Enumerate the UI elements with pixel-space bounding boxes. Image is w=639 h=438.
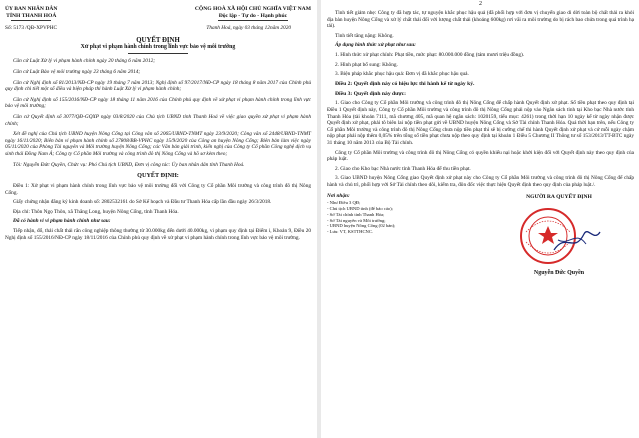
authority-line: Tôi: Nguyễn Đức Quyền, Chức vụ: Phó Chủ tịch UBND, Đơn vị công tác: Ủy ban nhân dân tỉnh Thanh Hoá. <box>13 161 245 168</box>
article-3-item: Công ty Cổ phần Môi trường và công trình đô thị Nông Cống có quyền khiếu nại hoặc khởi kiện đối với Quyết định này theo quy định của pháp luật. <box>327 149 634 163</box>
org-name-line1: ỦY BAN NHÂN DÂN <box>5 6 58 12</box>
subtitle-divider <box>128 53 188 54</box>
decide-heading: QUYẾT ĐỊNH: <box>137 172 179 180</box>
nation-name: CỘNG HOÀ XÃ HỘI CHỦ NGHĨA VIỆT NAM <box>194 6 311 12</box>
article-3-heading: Điều 3: Quyết định này được: <box>335 90 406 97</box>
motto: Độc lập - Tự do - Hạnh phúc <box>218 12 288 19</box>
article-2: Điều 2: Quyết định này có hiệu lực thi hành kể từ ngày ký. <box>335 80 475 87</box>
signer-name: Nguyễn Đức Quyền <box>533 270 585 277</box>
recipient: - Sở Tài chính tỉnh Thanh Hóa; <box>327 211 385 217</box>
header-divider <box>11 20 51 21</box>
document-subtitle: Xử phạt vi phạm hành chính trong lĩnh vực bảo vệ môi trường <box>80 43 236 50</box>
citation: Căn cứ Luật Bảo vệ môi trường ngày 23 tháng 6 năm 2014; <box>13 68 141 75</box>
official-seal-stamp <box>514 202 604 270</box>
national-motto <box>195 6 311 21</box>
citation: Căn cứ Quyết định số 3077/QĐ-GQXP ngày 03/8/2020 của Chủ tịch UBND tỉnh Thanh Hoá về việc giao quyền xử phạt vi phạm hành chính; <box>5 113 311 127</box>
decision-page-1 <box>0 0 317 438</box>
citation: Căn cứ Nghị định số 155/2016/NĐ-CP ngày 18 tháng 11 năm 2016 của Chính phủ quy định về xử phạt vi phạm hành chính trong lĩnh vực bảo vệ môi trường; <box>5 96 311 110</box>
recipients-list <box>327 194 447 276</box>
page-number: 2 <box>479 1 482 7</box>
recipient: - Như Điều 3 QĐ; <box>327 200 361 206</box>
mitigating-circumstances: Tình tiết giảm nhẹ: Công ty đã hợp tác, tự nguyện khắc phục hậu quả (đã phối hợp với đơn vị chuyển giao di dời toàn bộ chất thải ra khỏi địa bàn huyện Nông Cống và xử lý chất thải đối với lượng chất thải (khoảng 600kg) rơi vãi ra môi trường do bị rách bao chứa trong quá trình hạ tải). <box>327 10 634 30</box>
article-3-item: 1. Giao cho Công ty Cổ phần Môi trường và công trình đô thị Nông Cống để chấp hành Quyết định xử phạt. Số tiền phạt theo quy định tại Điều 1 Quyết định này, Công ty Cổ phần Môi trường và công trình đô thị Nông Cống phải nộp vào Ngân sách tỉnh tại Kho bạc Nhà nước tỉnh Thanh Hóa (tài khoản 7111, mã chương 405, mã quan hệ ngân sách: 1020159, tiểu mục: 4261) trong thời hạn 10 ngày kể từ ngày nhận được Quyết định xử phạt, phải tô biên lai nộp tiền phạt gửi về UBND huyện Nông Cống và Sở Tài chính Thanh Hóa. Quá thời hạn trên, nếu Công ty Cổ phần Môi trường và công trình đô thị Nông Cống chưa nộp tiền phạt thì sẽ bị cưỡng chế thi hành Quyết định xử phạt và cứ mỗi ngày chậm nộp phạt phải nộp thêm 0,05% trên tổng số tiền phạt chưa nộp theo quy định tại khoản 1 Điều 5 Chương II Thông tư số 153/2013/TT-BTC ngày 31 tháng 10 năm 2013 của Bộ Tài chính. <box>327 100 634 146</box>
number-date-row <box>5 25 311 31</box>
signer <box>484 194 634 276</box>
penalty-item: 1. Hình thức xử phạt chính: Phạt tiền, mức phạt: 80.000.000 đồng (tám mươi triệu đồng). <box>335 51 525 58</box>
seal-icon <box>514 202 604 270</box>
citation: Căn cứ Luật Xử lý vi phạm hành chính ngày 20 tháng 6 năm 2012; <box>13 58 156 65</box>
violation-text: Tiếp nhận, đổ, thải chất thải rắn công nghiệp thông thường từ 30.000kg đến dưới 40.000kg, vi phạm quy định tại Điểm i, Khoản 9, Điều 20 Nghị định số 155/2016/NĐ-CP ngày 18/11/2016 của Chính phủ quy định về xử phạt vi phạm hành chính trong lĩnh vực bảo vệ môi trường. <box>5 228 311 241</box>
document-title: QUYẾT ĐỊNH <box>136 36 180 44</box>
recipient: - Lưu: VT, KSTTHCNC. <box>327 229 374 235</box>
article-3-item: 2. Giao cho Kho bạc Nhà nước tỉnh Thanh Hóa để thu tiền phạt. <box>335 165 471 172</box>
recipient: - UBND huyện Nông Cống (02 bản); <box>327 223 396 229</box>
violation-heading: Đã có hành vi vi phạm hành chính như sau: <box>13 218 111 225</box>
recipient: - Sở Tài nguyên và Môi trường; <box>327 217 386 223</box>
business-registration: Giấy chứng nhận đăng ký kinh doanh số: 2802532161 do Sở Kế hoạch và Đầu tư Thanh Hóa cấp lần đầu ngày 26/3/2018. <box>13 199 272 206</box>
article-1: Điều 1: Xử phạt vi phạm hành chính trong lĩnh vực bảo vệ môi trường đối với Công ty Cổ phần Môi trường và công trình đô thị Nông Cống. <box>5 183 311 196</box>
document-header <box>5 6 311 21</box>
penalty-item: 2. Hình phạt bổ sung: Không. <box>335 61 398 68</box>
motto-divider <box>218 20 288 21</box>
issuing-authority <box>5 6 57 21</box>
citation: Xét đề nghị của Chủ tịch UBND huyện Nông Cống tại Công văn số 2065/UBND-TNMT ngày 23/9/2020; Công văn số 2448/UBND-TNMT ngày 16/11/2020; Biên bản vi phạm hành chính số 27808/BB-VPHC ngày 15/9/2020 của Công an huyện Nông Cống; Biên bản làm việc ngày 05/11/2020 của Phòng Tài nguyên và Môi trường huyện Nông Cống; các Văn bản giải trình, kiến nghị của Công ty Cổ phần Công nghệ dịch vụ sinh thái Đồng Nam Á; Công ty Cổ phần Môi trường và công trình đô thị Nông Cống và hồ sơ kèm theo; <box>5 131 311 157</box>
document-number: Số: 5173 /QĐ-XPVPHC <box>5 24 58 31</box>
org-name-line2: TỈNH THANH HOÁ <box>6 12 57 19</box>
penalty-item: 3. Biện pháp khắc phục hậu quả: Đơn vị đã khắc phục hậu quả. <box>335 71 469 78</box>
company-address: Địa chỉ: Thôn Ngọ Thôn, xã Thăng Long, huyện Nông Cống, tỉnh Thanh Hóa. <box>13 208 179 215</box>
recipient: - Chủ tịch UBND tỉnh (để báo cáo); <box>327 206 393 212</box>
signature-block <box>327 194 634 276</box>
penalty-heading: Áp dụng hình thức xử phạt như sau: <box>335 42 416 49</box>
decision-page-2 <box>321 0 639 438</box>
recipients-label: Nơi nhận: <box>327 193 350 200</box>
aggravating-circumstances: Tình tiết tăng nặng: Không. <box>335 32 394 39</box>
article-3-item: 3. Giao UBND huyện Nông Cống giao Quyết định xử phạt này cho Công ty Cổ phần Môi trường và công trình đô thị Nông Cống để chấp hành và chủ trì, phối hợp với Sở Tài chính theo dõi, kiểm tra, đôn đốc việc thực hiện Quyết định theo quy định của pháp luật./. <box>327 175 634 188</box>
document-date: Thanh Hoá, ngày 03 tháng 12năm 2020 <box>206 24 291 31</box>
signer-role: NGƯỜI RA QUYẾT ĐỊNH <box>526 194 592 201</box>
citation: Căn cứ Nghị định số 81/2013/NĐ-CP ngày 19 tháng 7 năm 2013; Nghị định số 97/2017/NĐ-CP ngày 18 tháng 8 năm 2017 của Chính phủ quy định chi tiết một số điều và biện pháp thi hành Luật Xử lý vi phạm hành chính; <box>5 79 311 93</box>
